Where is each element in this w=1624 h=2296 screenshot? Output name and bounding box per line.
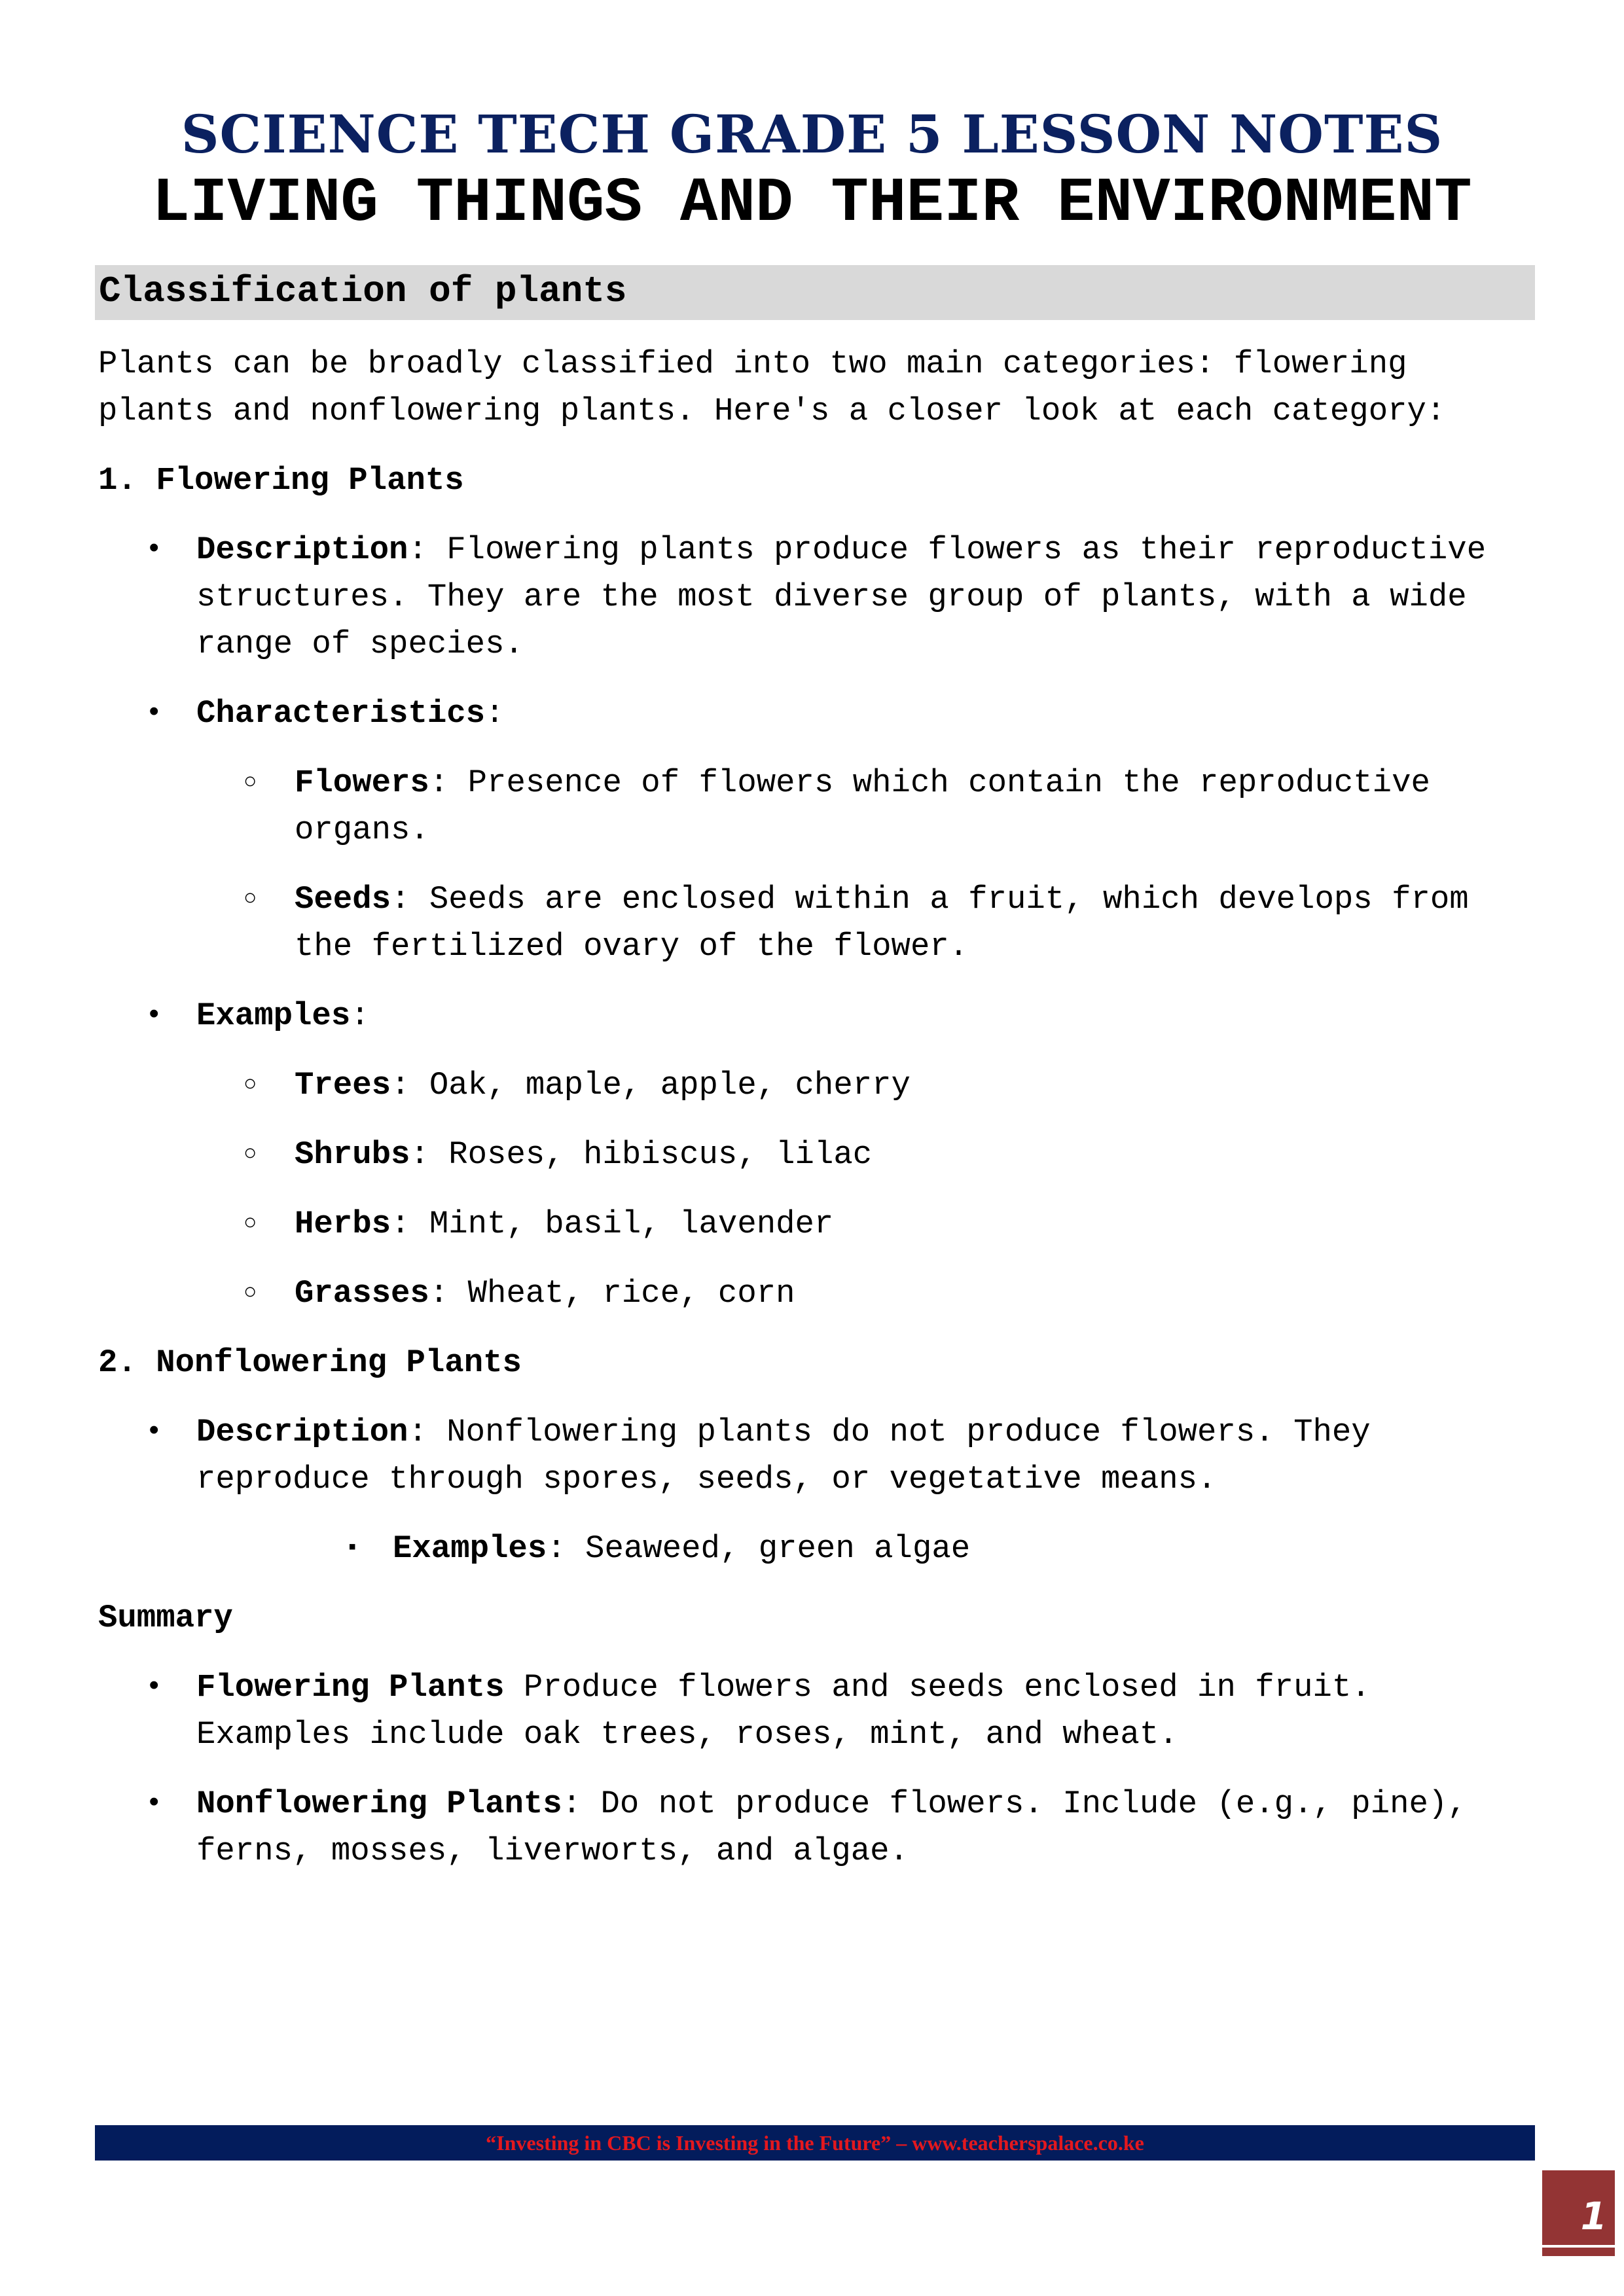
list-item: [98, 992, 1538, 1039]
item-text: : Oak, maple, apple, cherry: [391, 1067, 911, 1103]
section-heading: Classification of plants: [99, 270, 627, 312]
item-label: Flowers: [295, 764, 429, 801]
list-item: [98, 690, 1538, 737]
colon: :: [350, 997, 370, 1034]
item-label: Trees: [295, 1067, 391, 1103]
flowering-plants-heading: 1. Flowering Plants: [98, 462, 464, 499]
page-header: [0, 105, 1624, 240]
item-text: Produce flowers and seeds enclosed in fruit. Examples include oak trees, roses, mint, and wheat.: [196, 1669, 1371, 1753]
item-label: Description: [196, 1414, 408, 1450]
item-label: Examples: [393, 1530, 547, 1567]
item-text: : Presence of flowers which contain the reproductive organs.: [295, 764, 1430, 848]
bullet-disc-icon: •: [145, 533, 163, 566]
list-item: [98, 1664, 1538, 1758]
item-label: Flowering Plants: [196, 1669, 505, 1706]
nonflowering-plants-heading: 2. Nonflowering Plants: [98, 1344, 522, 1381]
bullet-circle-icon: ○: [244, 1211, 257, 1236]
item-text: : Seaweed, green algae: [547, 1530, 971, 1567]
list-item: [98, 1408, 1538, 1503]
bullet-circle-icon: ○: [244, 1073, 257, 1098]
section-heading-bar: [95, 265, 1535, 320]
bullet-circle-icon: ○: [244, 887, 257, 912]
document-body: [98, 340, 1538, 1897]
summary-heading: Summary: [98, 1600, 233, 1636]
list-item: [98, 526, 1538, 668]
item-label: Shrubs: [295, 1136, 410, 1173]
item-label: Nonflowering Plants: [196, 1785, 562, 1822]
colon: :: [485, 695, 505, 732]
page-number-rule: [1542, 2245, 1615, 2248]
bullet-circle-icon: ○: [244, 770, 257, 795]
list-item: [98, 1131, 1538, 1178]
bullet-disc-icon: •: [145, 1787, 163, 1820]
list-item: [98, 1270, 1538, 1317]
list-item: [98, 1062, 1538, 1109]
item-text: : Nonflowering plants do not produce flowers. They reproduce through spores, seeds, or vegetative means.: [196, 1414, 1371, 1498]
list-item: [98, 876, 1538, 970]
list-item: [98, 759, 1538, 853]
item-label: Examples: [196, 997, 351, 1034]
item-text: : Seeds are enclosed within a fruit, which develops from the fertilized ovary of the flower.: [295, 881, 1469, 965]
item-text: : Roses, hibiscus, lilac: [410, 1136, 873, 1173]
bullet-disc-icon: •: [145, 697, 163, 730]
item-text: : Mint, basil, lavender: [391, 1206, 834, 1242]
list-item: [98, 1780, 1538, 1874]
item-text: : Flowering plants produce flowers as their reproductive structures. They are the most diverse group of plants, with a wide range of species.: [196, 531, 1487, 662]
document-subtitle: LIVING THINGS AND THEIR ENVIRONMENT: [152, 168, 1472, 239]
list-item: [98, 1200, 1538, 1247]
footer-text: “Investing in CBC is Investing in the Future” – www.teacherspalace.co.ke: [486, 2131, 1144, 2155]
item-text: : Wheat, rice, corn: [429, 1275, 795, 1312]
intro-paragraph: Plants can be broadly classified into two main categories: flowering plants and nonflowering plants. Here's a closer look at each category:: [98, 346, 1446, 429]
item-label: Herbs: [295, 1206, 391, 1242]
page-number-box: [1542, 2170, 1615, 2256]
item-label: Seeds: [295, 881, 391, 918]
item-label: Description: [196, 531, 408, 568]
bullet-circle-icon: ○: [244, 1142, 257, 1167]
bullet-square-icon: ▪: [346, 1536, 359, 1561]
document-title: SCIENCE TECH GRADE 5 LESSON NOTES: [181, 103, 1443, 165]
page-number: 1: [1580, 2194, 1607, 2238]
item-label: Grasses: [295, 1275, 429, 1312]
bullet-disc-icon: •: [145, 1416, 163, 1448]
item-text: : Do not produce flowers. Include (e.g., pine), ferns, mosses, liverworts, and algae.: [196, 1785, 1467, 1869]
list-item: [98, 1525, 1538, 1572]
bullet-circle-icon: ○: [244, 1281, 257, 1306]
bullet-disc-icon: •: [145, 999, 163, 1032]
bullet-disc-icon: •: [145, 1671, 163, 1704]
footer-bar: [95, 2125, 1535, 2161]
item-label: Characteristics: [196, 695, 486, 732]
